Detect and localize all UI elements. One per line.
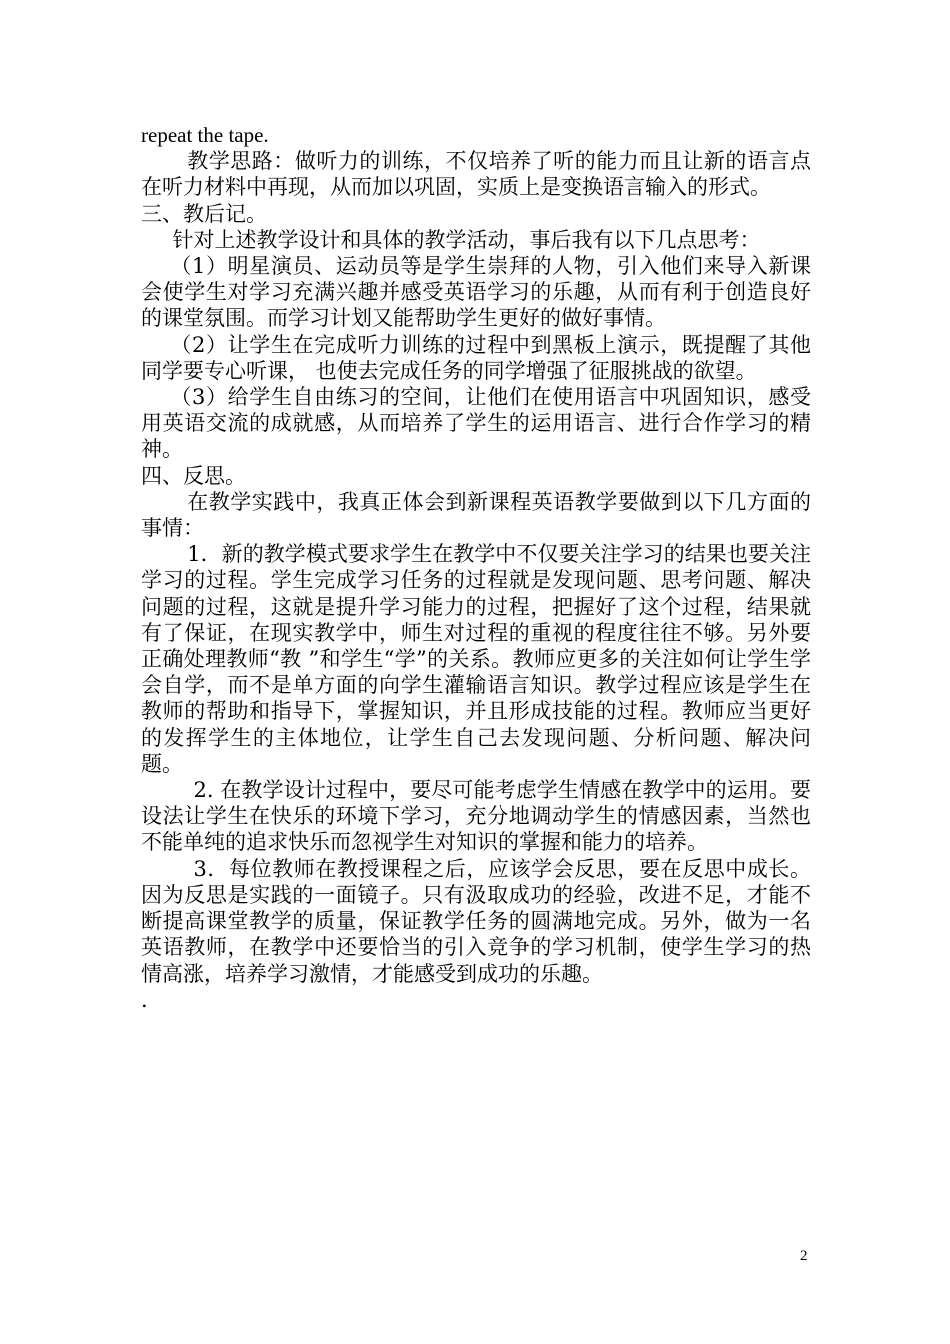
paragraph-teaching-idea: 教学思路：做听力的训练，不仅培养了听的能力而且让新的语言点在听力材料中再现，从而加以巩固，实质上是变换语言输入的形式。 — [141, 149, 811, 200]
paragraph-item-2: 2. 在教学设计过程中，要尽可能考虑学生情感在教学中的运用。要设法让学生在快乐的环境下学习，充分地调动学生的情感因素，当然也不能单纯的追求快乐而忽视学生对知识的掌握和能力的培养。 — [141, 778, 811, 855]
section-heading-post-lesson-notes: 三、教后记。 — [141, 201, 267, 226]
paragraph-point-1: （1）明星演员、运动员等是学生崇拜的人物，引入他们来导入新课会使学生对学习充满兴趣并感受英语学习的乐趣，从而有利于创造良好的课堂氛围。而学习计划又能帮助学生更好的做好事情。 — [141, 254, 811, 331]
paragraph-trailing-dot: . — [141, 987, 148, 1012]
body-text — [141, 122, 811, 1013]
paragraph-practice-intro: 在教学实践中，我真正体会到新课程英语教学要做到以下几方面的事情： — [141, 489, 811, 541]
page-number: 2 — [800, 1248, 808, 1264]
paragraph-point-2: （2）让学生在完成听力训练的过程中到黑板上演示，既提醒了其他同学要专心听课， 也使去完成任务的同学增强了征服挑战的欲望。 — [141, 332, 811, 383]
paragraph-item-1: 1．新的教学模式要求学生在教学中不仅要关注学习的结果也要关注学习的过程。学生完成学习任务的过程就是发现问题、思考问题、解决问题的过程，这就是提升学习能力的过程，把握好了这个过程，结果就有了保证，在现实教学中，师生对过程的重视的程度往往不够。另外要正确处理教师“教 ”和学生“学”的关系。教师应更多的关注如何让学生学会自学，而不是单方面的向学生灌输语言知识。教学过程应该是学生在教师的帮助和指导下，掌握知识，并且形成技能的过程。教师应当更好的发挥学生的主体地位，让学生自己去发现问题、分析问题、解决问题。 — [141, 542, 811, 776]
paragraph-reflection-intro: 针对上述教学设计和具体的教学活动，事后我有以下几点思考： — [172, 227, 761, 252]
paragraph-point-3: （3）给学生自由练习的空间，让他们在使用语言中巩固知识，感受用英语交流的成就感，从而培养了学生的运用语言、进行合作学习的精神。 — [141, 385, 811, 462]
section-heading-reflection: 四、反思。 — [141, 463, 246, 488]
paragraph-continuation: repeat the tape. — [141, 123, 269, 147]
paragraph-item-3: 3．每位教师在教授课程之后，应该学会反思，要在反思中成长。因为反思是实践的一面镜子。只有汲取成功的经验，改进不足，才能不断提高课堂教学的质量，保证教学任务的圆满地完成。另外，做为一名英语教师，在教学中还要恰当的引入竞争的学习机制，使学生学习的热情高涨，培养学习激情，才能感受到成功的乐趣。 — [141, 856, 811, 986]
